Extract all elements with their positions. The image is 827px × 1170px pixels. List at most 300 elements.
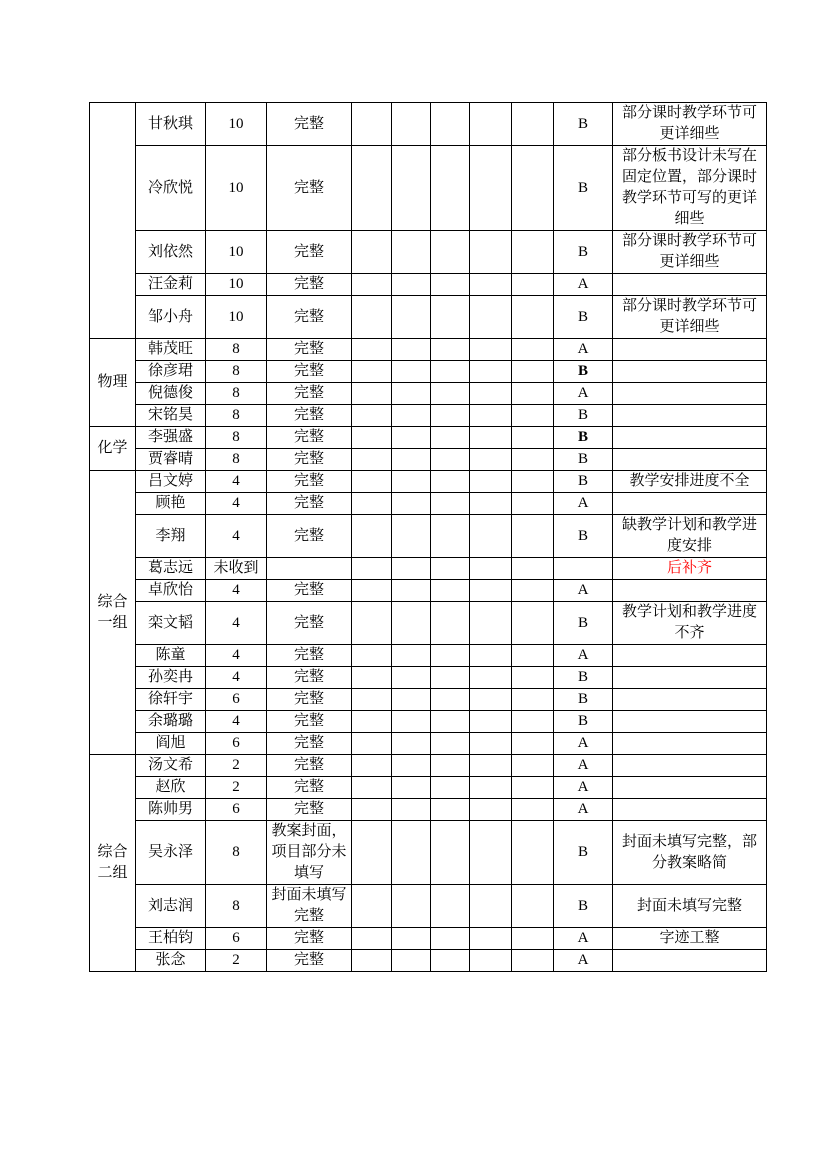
- student-name-cell[interactable]: 刘依然: [136, 231, 206, 274]
- lesson-count-cell[interactable]: 8: [206, 821, 267, 885]
- check-cell-5[interactable]: [512, 885, 554, 928]
- check-cell-1[interactable]: [352, 449, 392, 471]
- remark-cell[interactable]: [613, 493, 767, 515]
- check-cell-5[interactable]: [512, 339, 554, 361]
- check-cell-3[interactable]: [431, 339, 470, 361]
- lesson-count-cell[interactable]: 10: [206, 296, 267, 339]
- check-cell-1[interactable]: [352, 146, 392, 231]
- remark-cell[interactable]: [613, 645, 767, 667]
- check-cell-1[interactable]: [352, 427, 392, 449]
- remark-cell[interactable]: 教学安排进度不全: [613, 471, 767, 493]
- lesson-count-cell[interactable]: 6: [206, 733, 267, 755]
- check-cell-2[interactable]: [392, 777, 431, 799]
- check-cell-5[interactable]: [512, 799, 554, 821]
- completeness-cell[interactable]: 完整: [267, 602, 352, 645]
- check-cell-2[interactable]: [392, 339, 431, 361]
- check-cell-3[interactable]: [431, 821, 470, 885]
- check-cell-3[interactable]: [431, 733, 470, 755]
- check-cell-3[interactable]: [431, 231, 470, 274]
- check-cell-4[interactable]: [470, 405, 512, 427]
- check-cell-4[interactable]: [470, 449, 512, 471]
- check-cell-4[interactable]: [470, 339, 512, 361]
- check-cell-5[interactable]: [512, 274, 554, 296]
- check-cell-1[interactable]: [352, 493, 392, 515]
- completeness-cell[interactable]: 完整: [267, 274, 352, 296]
- remark-cell[interactable]: 教学计划和教学进度不齐: [613, 602, 767, 645]
- grade-cell[interactable]: B: [554, 602, 613, 645]
- check-cell-2[interactable]: [392, 231, 431, 274]
- check-cell-3[interactable]: [431, 689, 470, 711]
- check-cell-3[interactable]: [431, 580, 470, 602]
- lesson-count-cell[interactable]: 4: [206, 580, 267, 602]
- check-cell-4[interactable]: [470, 602, 512, 645]
- grade-cell[interactable]: A: [554, 733, 613, 755]
- check-cell-1[interactable]: [352, 274, 392, 296]
- grade-cell[interactable]: B: [554, 885, 613, 928]
- remark-cell[interactable]: 封面未填写完整，部分教案略简: [613, 821, 767, 885]
- check-cell-4[interactable]: [470, 515, 512, 558]
- completeness-cell[interactable]: 完整: [267, 733, 352, 755]
- completeness-cell[interactable]: [267, 558, 352, 580]
- student-name-cell[interactable]: 吕文婷: [136, 471, 206, 493]
- check-cell-3[interactable]: [431, 493, 470, 515]
- lesson-count-cell[interactable]: 10: [206, 146, 267, 231]
- check-cell-3[interactable]: [431, 296, 470, 339]
- check-cell-2[interactable]: [392, 471, 431, 493]
- check-cell-5[interactable]: [512, 667, 554, 689]
- check-cell-5[interactable]: [512, 103, 554, 146]
- lesson-count-cell[interactable]: 2: [206, 777, 267, 799]
- lesson-count-cell[interactable]: 6: [206, 689, 267, 711]
- grade-cell[interactable]: B: [554, 103, 613, 146]
- student-name-cell[interactable]: 倪德俊: [136, 383, 206, 405]
- student-name-cell[interactable]: 宋铭昊: [136, 405, 206, 427]
- completeness-cell[interactable]: 完整: [267, 645, 352, 667]
- student-name-cell[interactable]: 余璐璐: [136, 711, 206, 733]
- student-name-cell[interactable]: 徐彦珺: [136, 361, 206, 383]
- check-cell-5[interactable]: [512, 821, 554, 885]
- remark-cell[interactable]: [613, 799, 767, 821]
- remark-cell[interactable]: [613, 405, 767, 427]
- check-cell-4[interactable]: [470, 103, 512, 146]
- table-row: [90, 580, 767, 602]
- student-name-cell[interactable]: 李强盛: [136, 427, 206, 449]
- check-cell-3[interactable]: [431, 449, 470, 471]
- check-cell-5[interactable]: [512, 645, 554, 667]
- check-cell-3[interactable]: [431, 558, 470, 580]
- remark-cell[interactable]: [613, 339, 767, 361]
- grade-cell[interactable]: B: [554, 667, 613, 689]
- check-cell-2[interactable]: [392, 755, 431, 777]
- grade-cell[interactable]: B: [554, 711, 613, 733]
- check-cell-3[interactable]: [431, 950, 470, 972]
- check-cell-1[interactable]: [352, 580, 392, 602]
- student-name-cell[interactable]: 汪金莉: [136, 274, 206, 296]
- check-cell-4[interactable]: [470, 755, 512, 777]
- check-cell-2[interactable]: [392, 799, 431, 821]
- remark-cell[interactable]: [613, 449, 767, 471]
- check-cell-3[interactable]: [431, 755, 470, 777]
- grade-cell[interactable]: A: [554, 645, 613, 667]
- remark-cell[interactable]: [613, 274, 767, 296]
- check-cell-1[interactable]: [352, 755, 392, 777]
- check-cell-4[interactable]: [470, 580, 512, 602]
- lesson-count-cell[interactable]: 8: [206, 383, 267, 405]
- completeness-cell[interactable]: 完整: [267, 471, 352, 493]
- check-cell-4[interactable]: [470, 950, 512, 972]
- lesson-count-cell[interactable]: 4: [206, 711, 267, 733]
- student-name-cell[interactable]: 卓欣怡: [136, 580, 206, 602]
- check-cell-4[interactable]: [470, 383, 512, 405]
- remark-cell[interactable]: [613, 777, 767, 799]
- check-cell-2[interactable]: [392, 405, 431, 427]
- student-name-cell[interactable]: 陈帅男: [136, 799, 206, 821]
- check-cell-4[interactable]: [470, 231, 512, 274]
- completeness-cell[interactable]: 完整: [267, 146, 352, 231]
- completeness-cell[interactable]: 完整: [267, 777, 352, 799]
- completeness-cell[interactable]: 完整: [267, 449, 352, 471]
- lesson-count-cell[interactable]: 4: [206, 493, 267, 515]
- grade-cell[interactable]: A: [554, 950, 613, 972]
- check-cell-1[interactable]: [352, 602, 392, 645]
- remark-cell[interactable]: 部分板书设计未写在固定位置，部分课时教学环节可写的更详细些: [613, 146, 767, 231]
- student-name-cell[interactable]: 赵欣: [136, 777, 206, 799]
- check-cell-1[interactable]: [352, 928, 392, 950]
- check-cell-2[interactable]: [392, 821, 431, 885]
- remark-cell[interactable]: 部分课时教学环节可更详细些: [613, 296, 767, 339]
- check-cell-4[interactable]: [470, 885, 512, 928]
- grade-cell[interactable]: A: [554, 580, 613, 602]
- check-cell-1[interactable]: [352, 405, 392, 427]
- check-cell-4[interactable]: [470, 274, 512, 296]
- table-row: [90, 339, 767, 361]
- completeness-cell[interactable]: 完整: [267, 799, 352, 821]
- check-cell-2[interactable]: [392, 558, 431, 580]
- remark-cell[interactable]: 部分课时教学环节可更详细些: [613, 231, 767, 274]
- grade-cell[interactable]: A: [554, 274, 613, 296]
- check-cell-4[interactable]: [470, 427, 512, 449]
- remark-cell[interactable]: [613, 667, 767, 689]
- check-cell-4[interactable]: [470, 558, 512, 580]
- completeness-cell[interactable]: 封面未填写完整: [267, 885, 352, 928]
- completeness-cell[interactable]: 完整: [267, 711, 352, 733]
- check-cell-2[interactable]: [392, 427, 431, 449]
- check-cell-5[interactable]: [512, 493, 554, 515]
- completeness-cell[interactable]: 完整: [267, 755, 352, 777]
- check-cell-1[interactable]: [352, 515, 392, 558]
- student-name-cell[interactable]: 顾艳: [136, 493, 206, 515]
- remark-cell[interactable]: [613, 580, 767, 602]
- completeness-cell[interactable]: 完整: [267, 339, 352, 361]
- check-cell-2[interactable]: [392, 449, 431, 471]
- lesson-count-cell[interactable]: 2: [206, 950, 267, 972]
- remark-cell[interactable]: 部分课时教学环节可更详细些: [613, 103, 767, 146]
- check-cell-5[interactable]: [512, 928, 554, 950]
- check-cell-3[interactable]: [431, 885, 470, 928]
- student-name-cell[interactable]: 李翔: [136, 515, 206, 558]
- check-cell-1[interactable]: [352, 296, 392, 339]
- check-cell-1[interactable]: [352, 885, 392, 928]
- grade-cell[interactable]: B: [554, 449, 613, 471]
- completeness-cell[interactable]: 完整: [267, 296, 352, 339]
- check-cell-5[interactable]: [512, 383, 554, 405]
- check-cell-5[interactable]: [512, 427, 554, 449]
- check-cell-3[interactable]: [431, 383, 470, 405]
- lesson-count-cell[interactable]: 8: [206, 405, 267, 427]
- grade-cell[interactable]: A: [554, 799, 613, 821]
- student-name-cell[interactable]: 吴永泽: [136, 821, 206, 885]
- grade-cell[interactable]: A: [554, 383, 613, 405]
- check-cell-2[interactable]: [392, 928, 431, 950]
- check-cell-5[interactable]: [512, 231, 554, 274]
- completeness-cell[interactable]: 完整: [267, 667, 352, 689]
- check-cell-3[interactable]: [431, 274, 470, 296]
- check-cell-2[interactable]: [392, 602, 431, 645]
- check-cell-2[interactable]: [392, 711, 431, 733]
- group-label-cell[interactable]: 物理: [90, 339, 136, 427]
- completeness-cell[interactable]: 完整: [267, 405, 352, 427]
- completeness-cell[interactable]: 完整: [267, 515, 352, 558]
- check-cell-3[interactable]: [431, 361, 470, 383]
- check-cell-5[interactable]: [512, 711, 554, 733]
- lesson-count-cell[interactable]: 8: [206, 427, 267, 449]
- check-cell-5[interactable]: [512, 689, 554, 711]
- check-cell-1[interactable]: [352, 339, 392, 361]
- check-cell-1[interactable]: [352, 103, 392, 146]
- lesson-count-cell[interactable]: 6: [206, 928, 267, 950]
- group-label-cell[interactable]: 综合一组: [90, 471, 136, 755]
- student-name-cell[interactable]: 阎旭: [136, 733, 206, 755]
- completeness-cell[interactable]: 完整: [267, 231, 352, 274]
- check-cell-5[interactable]: [512, 733, 554, 755]
- remark-cell[interactable]: [613, 950, 767, 972]
- lesson-count-cell[interactable]: 6: [206, 799, 267, 821]
- check-cell-4[interactable]: [470, 711, 512, 733]
- check-cell-4[interactable]: [470, 821, 512, 885]
- grade-cell[interactable]: A: [554, 339, 613, 361]
- remark-cell[interactable]: [613, 755, 767, 777]
- grade-cell[interactable]: B: [554, 821, 613, 885]
- check-cell-4[interactable]: [470, 493, 512, 515]
- check-cell-3[interactable]: [431, 799, 470, 821]
- remark-cell[interactable]: [613, 711, 767, 733]
- lesson-count-cell[interactable]: 8: [206, 885, 267, 928]
- grade-cell[interactable]: A: [554, 777, 613, 799]
- check-cell-1[interactable]: [352, 231, 392, 274]
- check-cell-1[interactable]: [352, 950, 392, 972]
- group-label-cell[interactable]: [90, 103, 136, 339]
- group-label-cell[interactable]: 化学: [90, 427, 136, 471]
- check-cell-2[interactable]: [392, 645, 431, 667]
- student-name-cell[interactable]: 韩茂旺: [136, 339, 206, 361]
- grade-cell[interactable]: B: [554, 515, 613, 558]
- check-cell-2[interactable]: [392, 667, 431, 689]
- check-cell-4[interactable]: [470, 146, 512, 231]
- grade-cell[interactable]: A: [554, 755, 613, 777]
- student-name-cell[interactable]: 甘秋琪: [136, 103, 206, 146]
- remark-cell[interactable]: 封面未填写完整: [613, 885, 767, 928]
- student-name-cell[interactable]: 刘志润: [136, 885, 206, 928]
- check-cell-3[interactable]: [431, 645, 470, 667]
- check-cell-4[interactable]: [470, 667, 512, 689]
- check-cell-2[interactable]: [392, 689, 431, 711]
- group-label-cell[interactable]: 综合二组: [90, 755, 136, 972]
- check-cell-2[interactable]: [392, 515, 431, 558]
- check-cell-5[interactable]: [512, 755, 554, 777]
- check-cell-1[interactable]: [352, 645, 392, 667]
- remark-cell[interactable]: [613, 733, 767, 755]
- check-cell-2[interactable]: [392, 580, 431, 602]
- check-cell-2[interactable]: [392, 383, 431, 405]
- check-cell-1[interactable]: [352, 711, 392, 733]
- check-cell-1[interactable]: [352, 383, 392, 405]
- check-cell-1[interactable]: [352, 689, 392, 711]
- check-cell-1[interactable]: [352, 558, 392, 580]
- check-cell-5[interactable]: [512, 146, 554, 231]
- grade-cell[interactable]: B: [554, 361, 613, 383]
- check-cell-3[interactable]: [431, 103, 470, 146]
- remark-cell[interactable]: [613, 361, 767, 383]
- student-name-cell[interactable]: 贾睿晴: [136, 449, 206, 471]
- grade-cell[interactable]: [554, 558, 613, 580]
- check-cell-2[interactable]: [392, 361, 431, 383]
- check-cell-4[interactable]: [470, 296, 512, 339]
- grade-cell[interactable]: A: [554, 493, 613, 515]
- remark-cell[interactable]: 字迹工整: [613, 928, 767, 950]
- student-name-cell[interactable]: 冷欣悦: [136, 146, 206, 231]
- remark-cell[interactable]: [613, 383, 767, 405]
- check-cell-2[interactable]: [392, 103, 431, 146]
- check-cell-2[interactable]: [392, 950, 431, 972]
- student-name-cell[interactable]: 邹小舟: [136, 296, 206, 339]
- check-cell-2[interactable]: [392, 146, 431, 231]
- check-cell-5[interactable]: [512, 405, 554, 427]
- remark-cell[interactable]: 后补齐: [613, 558, 767, 580]
- check-cell-3[interactable]: [431, 405, 470, 427]
- check-cell-2[interactable]: [392, 274, 431, 296]
- check-cell-1[interactable]: [352, 471, 392, 493]
- lesson-count-cell[interactable]: 4: [206, 645, 267, 667]
- check-cell-1[interactable]: [352, 821, 392, 885]
- check-cell-5[interactable]: [512, 296, 554, 339]
- check-cell-5[interactable]: [512, 449, 554, 471]
- completeness-cell[interactable]: 完整: [267, 950, 352, 972]
- lesson-count-cell[interactable]: 4: [206, 471, 267, 493]
- student-name-cell[interactable]: 徐轩宇: [136, 689, 206, 711]
- completeness-cell[interactable]: 完整: [267, 689, 352, 711]
- table-row: [90, 777, 767, 799]
- grade-cell[interactable]: B: [554, 296, 613, 339]
- check-cell-1[interactable]: [352, 667, 392, 689]
- grade-cell[interactable]: B: [554, 427, 613, 449]
- student-name-cell[interactable]: 张念: [136, 950, 206, 972]
- grade-cell[interactable]: B: [554, 231, 613, 274]
- completeness-cell[interactable]: 完整: [267, 493, 352, 515]
- check-cell-5[interactable]: [512, 515, 554, 558]
- lesson-count-cell[interactable]: 4: [206, 515, 267, 558]
- check-cell-2[interactable]: [392, 733, 431, 755]
- completeness-cell[interactable]: 完整: [267, 361, 352, 383]
- check-cell-5[interactable]: [512, 950, 554, 972]
- check-cell-1[interactable]: [352, 361, 392, 383]
- check-cell-2[interactable]: [392, 493, 431, 515]
- completeness-cell[interactable]: 完整: [267, 580, 352, 602]
- lesson-count-cell[interactable]: 8: [206, 339, 267, 361]
- check-cell-2[interactable]: [392, 296, 431, 339]
- lesson-count-cell[interactable]: 2: [206, 755, 267, 777]
- check-cell-3[interactable]: [431, 427, 470, 449]
- student-name-cell[interactable]: 陈童: [136, 645, 206, 667]
- check-cell-3[interactable]: [431, 146, 470, 231]
- check-cell-3[interactable]: [431, 667, 470, 689]
- student-name-cell[interactable]: 孙奕冉: [136, 667, 206, 689]
- check-cell-4[interactable]: [470, 777, 512, 799]
- check-cell-3[interactable]: [431, 777, 470, 799]
- grade-cell[interactable]: B: [554, 689, 613, 711]
- check-cell-4[interactable]: [470, 928, 512, 950]
- lesson-count-cell[interactable]: 4: [206, 602, 267, 645]
- check-cell-3[interactable]: [431, 928, 470, 950]
- check-cell-4[interactable]: [470, 689, 512, 711]
- student-name-cell[interactable]: 栾文韬: [136, 602, 206, 645]
- check-cell-1[interactable]: [352, 777, 392, 799]
- check-cell-3[interactable]: [431, 471, 470, 493]
- check-cell-4[interactable]: [470, 645, 512, 667]
- check-cell-4[interactable]: [470, 733, 512, 755]
- check-cell-4[interactable]: [470, 361, 512, 383]
- check-cell-3[interactable]: [431, 711, 470, 733]
- completeness-cell[interactable]: 完整: [267, 928, 352, 950]
- check-cell-1[interactable]: [352, 733, 392, 755]
- check-cell-1[interactable]: [352, 799, 392, 821]
- lesson-count-cell[interactable]: 10: [206, 274, 267, 296]
- remark-cell[interactable]: [613, 689, 767, 711]
- lesson-count-cell[interactable]: 未收到: [206, 558, 267, 580]
- check-cell-5[interactable]: [512, 558, 554, 580]
- table-row: [90, 799, 767, 821]
- check-cell-3[interactable]: [431, 515, 470, 558]
- table-row: [90, 645, 767, 667]
- remark-cell[interactable]: 缺教学计划和教学进度安排: [613, 515, 767, 558]
- completeness-cell[interactable]: 完整: [267, 103, 352, 146]
- check-cell-5[interactable]: [512, 580, 554, 602]
- lesson-count-cell[interactable]: 10: [206, 231, 267, 274]
- check-cell-2[interactable]: [392, 885, 431, 928]
- check-cell-5[interactable]: [512, 361, 554, 383]
- remark-cell[interactable]: [613, 427, 767, 449]
- check-cell-5[interactable]: [512, 471, 554, 493]
- student-name-cell[interactable]: 汤文希: [136, 755, 206, 777]
- check-cell-4[interactable]: [470, 471, 512, 493]
- grade-cell[interactable]: B: [554, 146, 613, 231]
- lesson-count-cell[interactable]: 8: [206, 449, 267, 471]
- grade-cell[interactable]: B: [554, 405, 613, 427]
- student-name-cell[interactable]: 葛志远: [136, 558, 206, 580]
- check-cell-3[interactable]: [431, 602, 470, 645]
- completeness-cell[interactable]: 教案封面，项目部分未填写: [267, 821, 352, 885]
- lesson-count-cell[interactable]: 8: [206, 361, 267, 383]
- grade-cell[interactable]: A: [554, 928, 613, 950]
- completeness-cell[interactable]: 完整: [267, 383, 352, 405]
- completeness-cell[interactable]: 完整: [267, 427, 352, 449]
- check-cell-5[interactable]: [512, 777, 554, 799]
- lesson-count-cell[interactable]: 4: [206, 667, 267, 689]
- check-cell-5[interactable]: [512, 602, 554, 645]
- check-cell-4[interactable]: [470, 799, 512, 821]
- lesson-count-cell[interactable]: 10: [206, 103, 267, 146]
- student-name-cell[interactable]: 王柏钧: [136, 928, 206, 950]
- grade-cell[interactable]: B: [554, 471, 613, 493]
